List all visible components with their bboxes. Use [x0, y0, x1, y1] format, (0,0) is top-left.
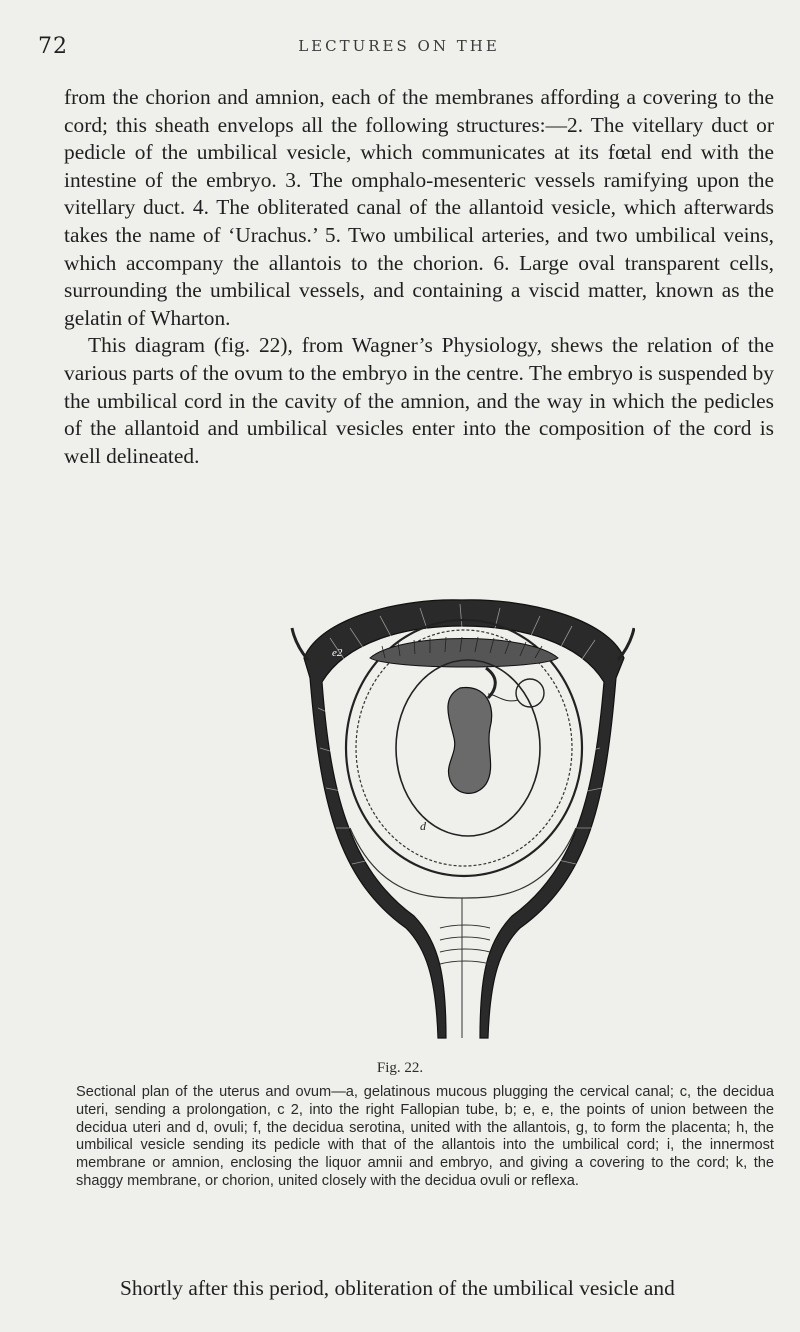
- page-header: [38, 34, 760, 64]
- fallopian-tube-right: [618, 628, 634, 660]
- fallopian-tube-left: [292, 628, 308, 660]
- umbilical-cord: [486, 668, 495, 698]
- running-head: LECTURES ON THE: [298, 37, 500, 55]
- vesicle-pedicle: [488, 694, 518, 701]
- paragraph-1: from the chorion and amnion, each of the membranes affording a covering to the cord; this sheath envelops all the following structures:—2. The vitellary duct or pedicle of the umbilical vesicle, which communicates at its fœtal end with the intestine of the embryo. 3. The omphalo-mesenteric vessels ramifying upon the vitellary duct. 4. The obliterated canal of the allantoid vesicle, which afterwards takes the name of ‘Urachus.’ 5. Two umbilical arteries, and two umbilical veins, which accompany the allantois to the chorion. 6. Large oval transparent cells, surrounding the umbilical vessels, and containing a viscid matter, known as the gelatin of Wharton.: [64, 85, 774, 330]
- body-text: [64, 84, 774, 470]
- cervix-rings: [440, 925, 490, 964]
- figure-legend-text: Sectional plan of the uterus and ovum—a, gelatinous mucous plugging the cervical canal; c, the decidua uteri, sending a prolongation, c 2, into the right Fallopian tube, b; e, e, the points of union between the decidua uteri and d, ovuli; f, the decidua serotina, united with the allantois, g, to form the placenta; h, the umbilical vesicle sending its pedicle with that of the allantois into the umbilical cord; i, the innermost membrane or amnion, enclosing the liquor amnii and embryo, and giving a covering to the cord; k, the shaggy membrane, or chorion, united closely with the decidua ovuli or reflexa.: [76, 1084, 774, 1189]
- label-e2: e2: [332, 647, 343, 659]
- page-number: 72: [38, 34, 68, 59]
- embryo: [448, 688, 492, 794]
- uterus-ovum-diagram: [290, 598, 635, 1068]
- continuation-line: Shortly after this period, obliteration of the umbilical vesicle and: [120, 1276, 675, 1300]
- figure-legend: [76, 1084, 774, 1191]
- figure-caption: Fig. 22.: [376, 1060, 424, 1076]
- figure-22-illustration: [290, 598, 635, 1068]
- paragraph-2: This diagram (fig. 22), from Wagner’s Physiology, shews the relation of the various parts of the ovum to the embryo in the centre. The embryo is suspended by the umbilical cord in the cavity of the amnion, and the way in which the pedicles of the allantoid and umbilical vesicles enter into the composition of the cord is well delineated.: [64, 333, 774, 468]
- label-d: d: [420, 819, 426, 833]
